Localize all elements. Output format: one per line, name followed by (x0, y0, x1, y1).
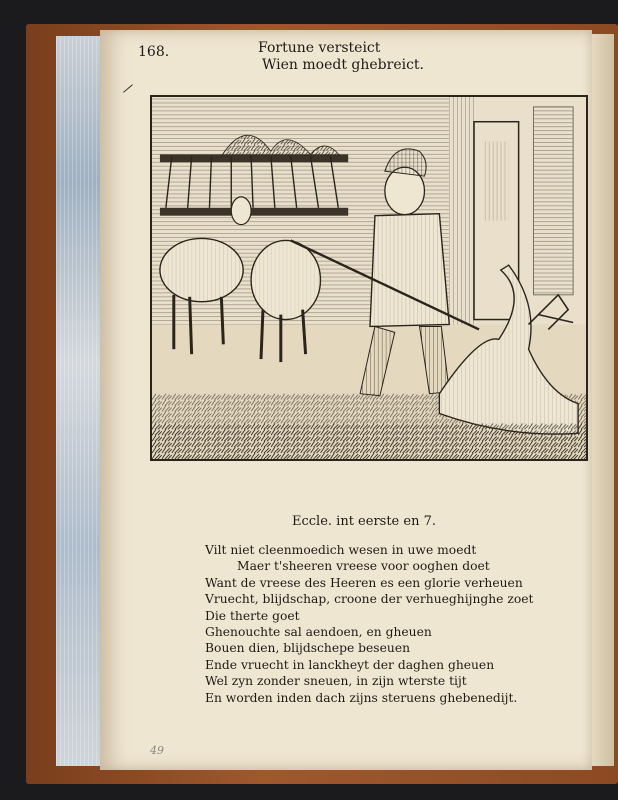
verse-line: Bouen dien, blijdschepe beseuen (205, 641, 411, 656)
verse-line: Vilt niet cleenmoedich wesen in uwe moedt (205, 543, 477, 557)
pencil-annotation: 49 (150, 744, 164, 757)
verse-line: Wel zyn zonder sneuen, in zijn wterste tijt (205, 674, 467, 689)
verse-line: Vruecht, blijdschap, croone der verhueghijnghe zoet (205, 592, 534, 607)
engraving-svg (152, 97, 586, 459)
facing-page-edge (592, 34, 614, 766)
verse-line: Die therte goet (205, 608, 300, 623)
engraving-illustration (150, 95, 588, 461)
verse-line: Ghenouchte sal aendoen, en gheuen (205, 625, 432, 640)
title-line-2: Wien moedt ghebreict. (262, 57, 424, 73)
verse-line: Maer t'sheeren vreese voor ooghen doet (237, 559, 490, 574)
verse-line: Want de vreese des Heeren es een glorie verheuen (205, 575, 523, 590)
page-title (230, 40, 460, 74)
title-line-1: Fortune versteict (258, 40, 381, 56)
verse-line: Ende vruecht in lanckheyt der daghen gheuen (205, 657, 495, 672)
verse-line: En worden inden dach zijns steruens ghebenedijt. (205, 690, 518, 705)
section-heading: Eccle. int eerste en 7. (292, 514, 436, 529)
verse-block (205, 542, 535, 706)
page-number: 168. (138, 44, 170, 60)
